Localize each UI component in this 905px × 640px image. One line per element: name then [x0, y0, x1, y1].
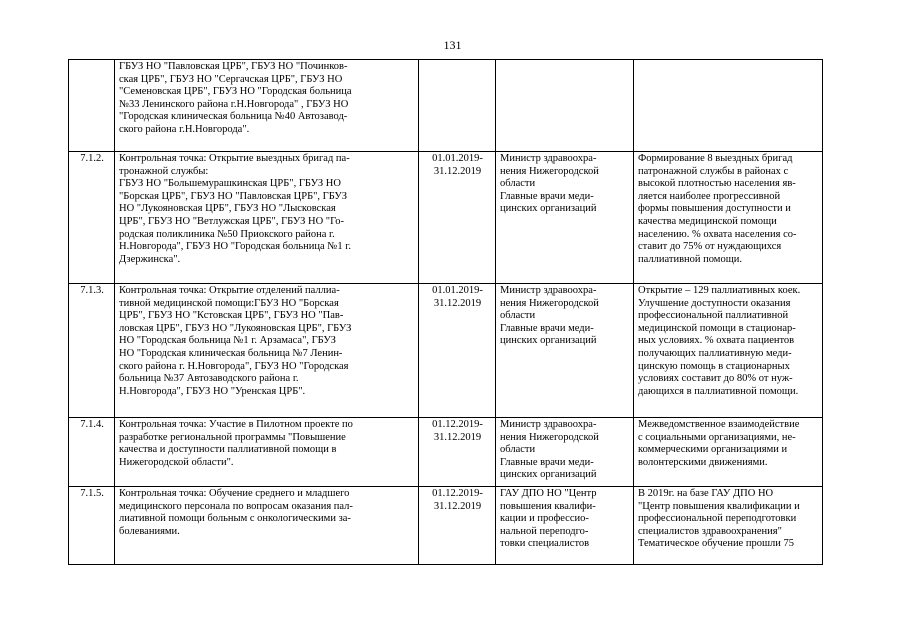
- row-number: 7.1.3.: [80, 285, 104, 296]
- row-responsible: Министр здравоохра- нения Нижегородской области Главные врачи меди- цинских организаций: [500, 285, 599, 347]
- row-dates: 01.12.2019- 31.12.2019: [432, 488, 483, 512]
- row-number-cell: [69, 60, 115, 152]
- dates-cell: [419, 284, 496, 418]
- description-cell: [115, 418, 419, 487]
- responsible-cell: [496, 152, 634, 284]
- description-cell: [115, 487, 419, 565]
- row-number: 7.1.5.: [80, 488, 104, 499]
- row-number-cell: [69, 418, 115, 487]
- row-result: Открытие – 129 паллиативных коек. Улучшение доступности оказания профессиональной паллиативной медицинской помощи в стационар- ных условиях. % охвата пациентов получающих паллиативную меди- цинскую помощь в стационарных условиях составит до 80% от нуж- дающихся в паллиативной помощи.: [638, 285, 801, 397]
- table-row: [69, 418, 823, 487]
- responsible-cell: [496, 284, 634, 418]
- table-row: [69, 284, 823, 418]
- row-responsible: ГАУ ДПО НО "Центр повышения квалифи- кации и профессио- нальной переподго- товки специалистов: [500, 488, 597, 550]
- row-description: Контрольная точка: Открытие выездных бригад па- тронажной службы: ГБУЗ НО "Большемурашкинская ЦРБ", ГБУЗ НО "Борская ЦРБ", ГБУЗ НО "Павловская ЦРБ", ГБУЗ НО "Лукояновская ЦРБ", ГБУЗ НО "Лысковская ЦРБ", ГБУЗ НО "Ветлужская ЦРБ", ГБУЗ НО "Го- родская поликлиника №50 Приокского района г. Н.Новгорода", ГБУЗ НО "Городская больница №1 г. Дзержинска".: [119, 153, 351, 265]
- responsible-cell: [496, 60, 634, 152]
- row-description: Контрольная точка: Обучение среднего и младшего медицинского персонала по вопросам оказания пал- лиативной помощи больным с онкологическими за- болеваниями.: [119, 488, 353, 537]
- result-cell: [634, 418, 823, 487]
- row-number: 7.1.4.: [80, 419, 104, 430]
- table-row: [69, 60, 823, 152]
- result-cell: [634, 152, 823, 284]
- result-cell: [634, 60, 823, 152]
- result-cell: [634, 284, 823, 418]
- row-description: ГБУЗ НО "Павловская ЦРБ", ГБУЗ НО "Починков- ская ЦРБ", ГБУЗ НО "Сергачская ЦРБ", ГБУЗ НО "Семеновская ЦРБ", ГБУЗ НО "Городская больница №33 Ленинского района г.Н.Новгорода" , ГБУЗ НО "Городская клиническая больница №40 Автозавод- ского района г.Н.Новгорода".: [119, 61, 352, 135]
- row-description: Контрольная точка: Участие в Пилотном проекте по разработке региональной программы "Повышение качества и доступности паллиативной помощи в Нижегородской области".: [119, 419, 353, 468]
- dates-cell: [419, 152, 496, 284]
- dates-cell: [419, 487, 496, 565]
- row-dates: 01.01.2019- 31.12.2019: [432, 153, 483, 177]
- dates-cell: [419, 60, 496, 152]
- row-number-cell: [69, 284, 115, 418]
- responsible-cell: [496, 487, 634, 565]
- responsible-cell: [496, 418, 634, 487]
- description-cell: [115, 60, 419, 152]
- row-result: Формирование 8 выездных бригад патронажной службы в районах с высокой плотностью населения яв- ляется наиболее прогрессивной формы повышения доступности и качества медицинской помощи населению. % охвата населения со- ставит до 75% от нуждающихся паллиативной помощи.: [638, 153, 797, 265]
- description-cell: [115, 152, 419, 284]
- row-responsible: Министр здравоохра- нения Нижегородской области Главные врачи меди- цинских организаций: [500, 419, 599, 481]
- table-row: [69, 487, 823, 565]
- action-plan-table: [68, 59, 823, 565]
- row-number-cell: [69, 152, 115, 284]
- page-number: 131: [443, 38, 462, 52]
- result-cell: [634, 487, 823, 565]
- row-result: В 2019г. на базе ГАУ ДПО НО "Центр повышения квалификации и профессиональной переподготовки специалистов здравоохранения" Тематическое обучение прошли 75: [638, 488, 800, 550]
- table-row: [69, 152, 823, 284]
- row-description: Контрольная точка: Открытие отделений паллиа- тивной медицинской помощи:ГБУЗ НО "Борская ЦРБ", ГБУЗ НО "Кстовская ЦРБ", ГБУЗ НО "Пав- ловская ЦРБ", ГБУЗ НО "Лукояновская ЦРБ", ГБУЗ НО "Городская больница №1 г. Арзамаса", ГБУЗ НО "Городская клиническая больница №7 Ленин- ского района г. Н.Новгорода", ГБУЗ НО "Городская больница №37 Автозаводского района г. Н.Новгорода", ГБУЗ НО "Уренская ЦРБ".: [119, 285, 352, 397]
- row-responsible: Министр здравоохра- нения Нижегородской области Главные врачи меди- цинских организаций: [500, 153, 599, 215]
- row-dates: 01.12.2019- 31.12.2019: [432, 419, 483, 443]
- dates-cell: [419, 418, 496, 487]
- row-number: 7.1.2.: [80, 153, 104, 164]
- row-dates: 01.01.2019- 31.12.2019: [432, 285, 483, 309]
- row-result: Межведомственное взаимодействие с социальными организациями, не- коммерческими организациями и волонтерскими движениями.: [638, 419, 800, 468]
- description-cell: [115, 284, 419, 418]
- row-number-cell: [69, 487, 115, 565]
